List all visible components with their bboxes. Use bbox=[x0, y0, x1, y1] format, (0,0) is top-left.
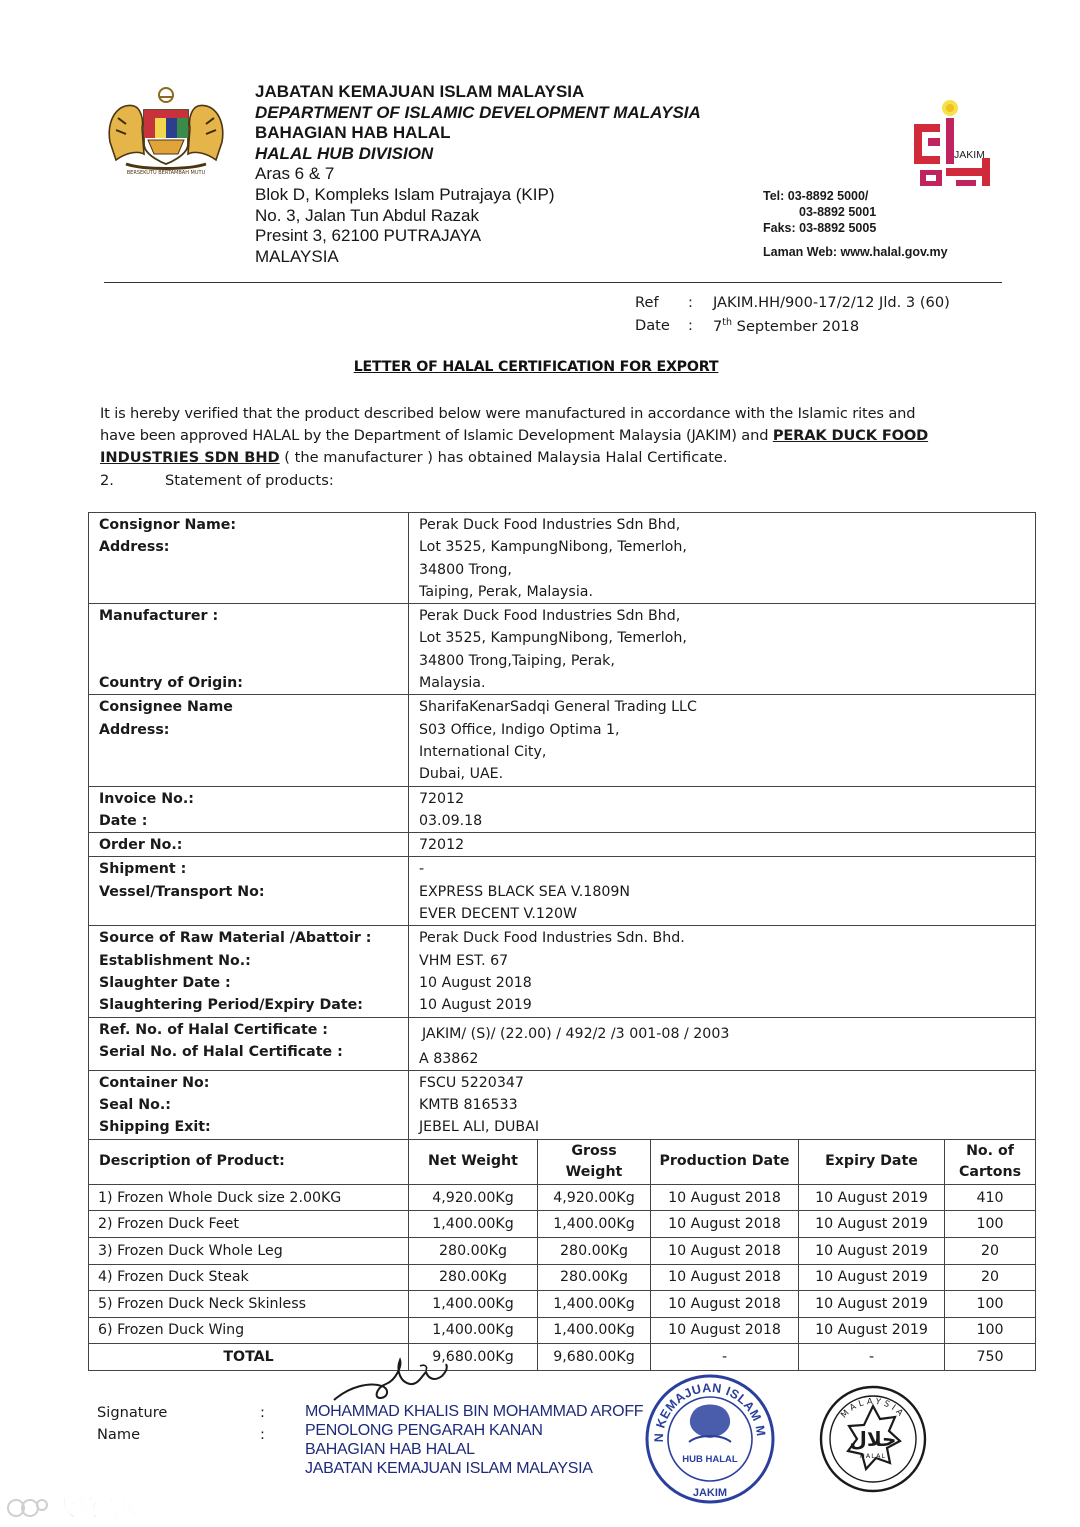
container-labels bbox=[89, 1070, 409, 1139]
product-net-weight: 4,920.00Kg bbox=[409, 1184, 538, 1211]
manufacturer-value bbox=[409, 604, 1036, 695]
product-row bbox=[89, 1317, 1036, 1344]
stamp-ring-text: N KEMAJUAN ISLAM M bbox=[651, 1380, 769, 1443]
address-line: No. 3, Jalan Tun Abdul Razak bbox=[255, 205, 479, 225]
consignor-label: Consignor Name: bbox=[99, 517, 237, 533]
manufacturer-name-emphasis: PERAK DUCK FOOD bbox=[772, 427, 929, 445]
consignee-line: SharifaKenarSadqi General Trading LLC bbox=[419, 699, 697, 716]
product-production-date: 10 August 2018 bbox=[651, 1291, 799, 1318]
statement-heading bbox=[100, 470, 980, 492]
body-line-2 bbox=[100, 425, 980, 447]
product-gross-weight: 1,400.00Kg bbox=[538, 1211, 651, 1238]
shipping-exit-value: JEBEL ALI, DUBAI bbox=[419, 1119, 540, 1136]
manufacturer-line: Lot 3525, KampungNibong, Temerloh, bbox=[419, 630, 687, 647]
coat-of-arms-emblem bbox=[104, 84, 228, 176]
source-labels bbox=[89, 926, 409, 1017]
slaughter-date-label: Slaughter Date : bbox=[99, 974, 231, 991]
telephone: Tel: 03-8892 5000/ bbox=[763, 189, 869, 203]
svg-text:BERSEKUTU BERTAMBAH MUTU: BERSEKUTU BERTAMBAH MUTU bbox=[126, 170, 206, 176]
col-header-expiry-text: Expiry Date bbox=[825, 1153, 918, 1170]
product-row bbox=[89, 1291, 1036, 1318]
ref-value: JAKIM.HH/900-17/2/12 Jld. 3 (60) bbox=[713, 294, 950, 311]
date-month-year: September 2018 bbox=[732, 317, 860, 335]
shipment-labels bbox=[89, 857, 409, 926]
product-expiry-date: 10 August 2019 bbox=[799, 1184, 945, 1211]
consignor-line: Taiping, Perak, Malaysia. bbox=[419, 583, 593, 600]
address-line: Presint 3, 62100 PUTRAJAYA bbox=[255, 226, 482, 246]
item-number: 2. bbox=[100, 471, 114, 489]
manufacturer-line: 34800 Trong,Taiping, Perak, bbox=[419, 652, 615, 669]
col-header-description bbox=[89, 1139, 409, 1184]
date-value bbox=[713, 317, 859, 335]
product-row bbox=[89, 1211, 1036, 1238]
product-net-weight: 1,400.00Kg bbox=[409, 1291, 538, 1318]
shipment-row bbox=[89, 857, 1036, 926]
invoice-value bbox=[409, 786, 1036, 833]
date-suffix: th bbox=[722, 317, 733, 328]
product-cartons: 100 bbox=[945, 1317, 1036, 1344]
col-header-cartons-line: Cartons bbox=[958, 1163, 1022, 1180]
stamp-center-text: HUB HALAL bbox=[682, 1454, 738, 1465]
signatory-position: PENOLONG PENGARAH KANAN bbox=[305, 1422, 543, 1439]
jakim-label: JAKIM bbox=[954, 149, 985, 161]
col-header-gross-line: Weight bbox=[565, 1163, 623, 1180]
invoice-label: Invoice No.: bbox=[99, 790, 194, 807]
signatory-block bbox=[305, 1402, 643, 1478]
shipping-exit-label: Shipping Exit: bbox=[99, 1119, 211, 1136]
col-header-production-date bbox=[651, 1139, 799, 1184]
halal-logo-word: HALAL bbox=[859, 1452, 887, 1460]
halal-logo-ring-text: MALAYSIA bbox=[839, 1396, 907, 1421]
product-cartons: 410 bbox=[945, 1184, 1036, 1211]
col-header-net-weight bbox=[409, 1139, 538, 1184]
product-production-date: 10 August 2018 bbox=[651, 1211, 799, 1238]
product-expiry-date: 10 August 2019 bbox=[799, 1291, 945, 1318]
order-label-text: Order No.: bbox=[99, 837, 183, 854]
total-row bbox=[89, 1344, 1036, 1371]
product-cartons: 100 bbox=[945, 1291, 1036, 1318]
body-text: ( the manufacturer ) has obtained Malaysia Halal Certificate. bbox=[279, 449, 728, 467]
total-label: TOTAL bbox=[89, 1344, 409, 1371]
product-net-weight: 280.00Kg bbox=[409, 1237, 538, 1264]
halal-logo-arabic: حلال bbox=[849, 1427, 897, 1451]
slaughter-period-value: 10 August 2019 bbox=[419, 997, 532, 1014]
product-description: 6) Frozen Duck Wing bbox=[89, 1317, 409, 1344]
manufacturer-label: Manufacturer : bbox=[99, 608, 219, 625]
col-header-gross-line: Gross bbox=[571, 1142, 617, 1159]
product-production-date: 10 August 2018 bbox=[651, 1184, 799, 1211]
consignee-labels bbox=[89, 695, 409, 786]
product-gross-weight: 1,400.00Kg bbox=[538, 1317, 651, 1344]
product-row bbox=[89, 1264, 1036, 1291]
consignee-line: S03 Office, Indigo Optima 1, bbox=[419, 721, 620, 738]
product-row bbox=[89, 1237, 1036, 1264]
consignee-label: Consignee Name bbox=[99, 699, 233, 716]
manufacturer-line: Perak Duck Food Industries Sdn Bhd, bbox=[419, 608, 681, 625]
halal-cert-row bbox=[89, 1017, 1036, 1070]
body-paragraph bbox=[100, 403, 980, 492]
address-line: Aras 6 & 7 bbox=[255, 164, 335, 184]
manufacturer-labels bbox=[89, 604, 409, 695]
source-row bbox=[89, 926, 1036, 1017]
header-divider bbox=[104, 282, 1002, 283]
handwritten-signature bbox=[330, 1356, 460, 1406]
invoice-row bbox=[89, 786, 1036, 833]
vessel-line: EXPRESS BLACK SEA V.1809N bbox=[419, 883, 631, 900]
product-gross-weight: 280.00Kg bbox=[538, 1264, 651, 1291]
consignor-row bbox=[89, 513, 1036, 604]
name-colon: : bbox=[260, 1426, 265, 1443]
order-row bbox=[89, 833, 1036, 857]
fax: Faks: 03-8892 5005 bbox=[763, 221, 877, 235]
product-expiry-date: 10 August 2019 bbox=[799, 1264, 945, 1291]
name-label: Name bbox=[97, 1426, 141, 1443]
department-header bbox=[255, 82, 701, 267]
consignee-value bbox=[409, 695, 1036, 786]
manufacturer-line: Malaysia. bbox=[419, 675, 486, 692]
total-net-weight: 9,680.00Kg bbox=[409, 1344, 538, 1371]
container-row bbox=[89, 1070, 1036, 1139]
product-production-date: 10 August 2018 bbox=[651, 1264, 799, 1291]
slaughter-period-label: Slaughtering Period/Expiry Date: bbox=[99, 997, 363, 1014]
halal-serial-value: A 83862 bbox=[419, 1050, 479, 1067]
product-description: 4) Frozen Duck Steak bbox=[89, 1264, 409, 1291]
country-label: Country of Origin: bbox=[99, 675, 243, 692]
address-label: Address: bbox=[99, 539, 170, 556]
ref-colon: : bbox=[688, 294, 693, 311]
stamp-bottom-text: JAKIM bbox=[692, 1487, 728, 1499]
consignor-labels bbox=[89, 513, 409, 604]
order-value bbox=[409, 833, 1036, 857]
product-gross-weight: 4,920.00Kg bbox=[538, 1184, 651, 1211]
product-expiry-date: 10 August 2019 bbox=[799, 1211, 945, 1238]
col-header-cartons bbox=[945, 1139, 1036, 1184]
col-header-production-text: Production Date bbox=[659, 1153, 790, 1170]
product-row bbox=[89, 1184, 1036, 1211]
signature-label: Signature bbox=[97, 1404, 168, 1421]
source-value bbox=[409, 926, 1036, 1017]
ref-label: Ref bbox=[635, 294, 659, 311]
establishment-value: VHM EST. 67 bbox=[419, 952, 509, 969]
container-value bbox=[409, 1070, 1036, 1139]
invoice-date-label: Date : bbox=[99, 812, 148, 829]
jakim-logo bbox=[912, 98, 992, 190]
col-header-cartons-line: No. of bbox=[966, 1142, 1014, 1159]
consignor-value bbox=[409, 513, 1036, 604]
watermark bbox=[6, 1492, 142, 1523]
invoice-number: 72012 bbox=[419, 790, 465, 807]
product-gross-weight: 1,400.00Kg bbox=[538, 1291, 651, 1318]
watermark-text: 大数跨境 bbox=[54, 1497, 143, 1522]
vessel-label: Vessel/Transport No: bbox=[99, 883, 265, 900]
consignor-line: 34800 Trong, bbox=[419, 561, 512, 578]
vessel-line: EVER DECENT V.120W bbox=[419, 906, 578, 923]
manufacturer-name-emphasis: INDUSTRIES SDN BHD bbox=[100, 449, 280, 467]
total-production-date: - bbox=[651, 1344, 799, 1371]
jakim-official-stamp bbox=[643, 1372, 777, 1506]
consignee-address-label: Address: bbox=[99, 721, 170, 738]
product-description: 5) Frozen Duck Neck Skinless bbox=[89, 1291, 409, 1318]
seal-label: Seal No.: bbox=[99, 1097, 171, 1114]
order-label bbox=[89, 833, 409, 857]
product-description: 1) Frozen Whole Duck size 2.00KG bbox=[89, 1184, 409, 1211]
consignor-line: Lot 3525, KampungNibong, Temerloh, bbox=[419, 539, 687, 556]
signatory-division: BAHAGIAN HAB HALAL bbox=[305, 1441, 475, 1458]
product-expiry-date: 10 August 2019 bbox=[799, 1237, 945, 1264]
total-cartons: 750 bbox=[945, 1344, 1036, 1371]
body-line-3 bbox=[100, 447, 980, 469]
body-text: have been approved HALAL by the Department of Islamic Development Malaysia (JAKIM) and bbox=[100, 427, 773, 445]
product-description: 3) Frozen Duck Whole Leg bbox=[89, 1237, 409, 1264]
website: Laman Web: www.halal.gov.my bbox=[763, 245, 948, 259]
product-cartons: 20 bbox=[945, 1264, 1036, 1291]
telephone-2: 03-8892 5001 bbox=[799, 205, 877, 219]
seal-number: KMTB 816533 bbox=[419, 1097, 518, 1114]
consignee-line: International City, bbox=[419, 743, 547, 760]
halal-ref-value: JAKIM/ (S)/ (22.00) / 492/2 /3 001-08 / 2003 bbox=[422, 1025, 730, 1042]
total-gross-weight: 9,680.00Kg bbox=[538, 1344, 651, 1371]
source-label: Source of Raw Material /Abattoir : bbox=[99, 930, 372, 947]
product-net-weight: 1,400.00Kg bbox=[409, 1317, 538, 1344]
invoice-date: 03.09.18 bbox=[419, 812, 483, 829]
org-name-malay: JABATAN KEMAJUAN ISLAM MALAYSIA bbox=[255, 82, 585, 101]
letter-title: LETTER OF HALAL CERTIFICATION FOR EXPORT bbox=[353, 359, 719, 375]
division-name-english: HALAL HUB DIVISION bbox=[255, 143, 434, 163]
manufacturer-row bbox=[89, 604, 1036, 695]
address-line: MALAYSIA bbox=[255, 246, 339, 266]
address-line: Blok D, Kompleks Islam Putrajaya (KIP) bbox=[255, 184, 555, 204]
signatory-name: MOHAMMAD KHALIS BIN MOHAMMAD AROFF bbox=[305, 1403, 644, 1420]
slaughter-date-value: 10 August 2018 bbox=[419, 974, 532, 991]
col-header-gross-weight bbox=[538, 1139, 651, 1184]
halal-malaysia-logo bbox=[818, 1384, 928, 1494]
watermark-icon bbox=[6, 1495, 50, 1521]
shipment-value bbox=[409, 857, 1036, 926]
total-expiry-date: - bbox=[799, 1344, 945, 1371]
svg-text:MALAYSIA bbox=[839, 1397, 906, 1421]
halal-cert-value bbox=[409, 1017, 1036, 1070]
product-cartons: 20 bbox=[945, 1237, 1036, 1264]
product-description: 2) Frozen Duck Feet bbox=[89, 1211, 409, 1238]
date-day: 7 bbox=[713, 317, 723, 335]
shipment-label: Shipment : bbox=[99, 861, 187, 878]
col-header-expiry-date bbox=[799, 1139, 945, 1184]
product-gross-weight: 280.00Kg bbox=[538, 1237, 651, 1264]
halal-serial-label: Serial No. of Halal Certificate : bbox=[99, 1043, 343, 1060]
product-net-weight: 280.00Kg bbox=[409, 1264, 538, 1291]
product-production-date: 10 August 2018 bbox=[651, 1237, 799, 1264]
date-colon: : bbox=[688, 317, 693, 334]
shipment-value-text: - bbox=[419, 861, 425, 878]
order-number: 72012 bbox=[419, 837, 465, 854]
product-production-date: 10 August 2018 bbox=[651, 1317, 799, 1344]
signatory-department: JABATAN KEMAJUAN ISLAM MALAYSIA bbox=[305, 1460, 593, 1477]
consignee-line: Dubai, UAE. bbox=[419, 766, 504, 783]
establishment-label: Establishment No.: bbox=[99, 952, 251, 969]
consignee-row bbox=[89, 695, 1036, 786]
col-header-description-text: Description of Product: bbox=[99, 1153, 285, 1170]
signature-colon: : bbox=[260, 1404, 265, 1421]
statement-text: Statement of products: bbox=[165, 471, 334, 489]
halal-ref-label: Ref. No. of Halal Certificate : bbox=[99, 1021, 328, 1038]
body-line-1: It is hereby verified that the product described below were manufactured in accordance with the Islamic rites and bbox=[100, 405, 916, 422]
org-name-english: DEPARTMENT OF ISLAMIC DEVELOPMENT MALAYSIA bbox=[255, 102, 701, 122]
contact-block bbox=[763, 188, 948, 260]
product-expiry-date: 10 August 2019 bbox=[799, 1317, 945, 1344]
product-cartons: 100 bbox=[945, 1211, 1036, 1238]
product-header-row bbox=[89, 1139, 1036, 1184]
product-net-weight: 1,400.00Kg bbox=[409, 1211, 538, 1238]
consignor-line: Perak Duck Food Industries Sdn Bhd, bbox=[419, 517, 681, 533]
halal-cert-labels bbox=[89, 1017, 409, 1070]
source-value-text: Perak Duck Food Industries Sdn. Bhd. bbox=[419, 930, 685, 947]
certificate-table bbox=[88, 512, 1036, 1371]
col-header-net-text: Net Weight bbox=[428, 1153, 518, 1170]
date-label: Date bbox=[635, 317, 670, 334]
container-number: FSCU 5220347 bbox=[419, 1074, 524, 1091]
container-label: Container No: bbox=[99, 1074, 210, 1091]
invoice-labels bbox=[89, 786, 409, 833]
division-name-malay: BAHAGIAN HAB HALAL bbox=[255, 123, 451, 143]
